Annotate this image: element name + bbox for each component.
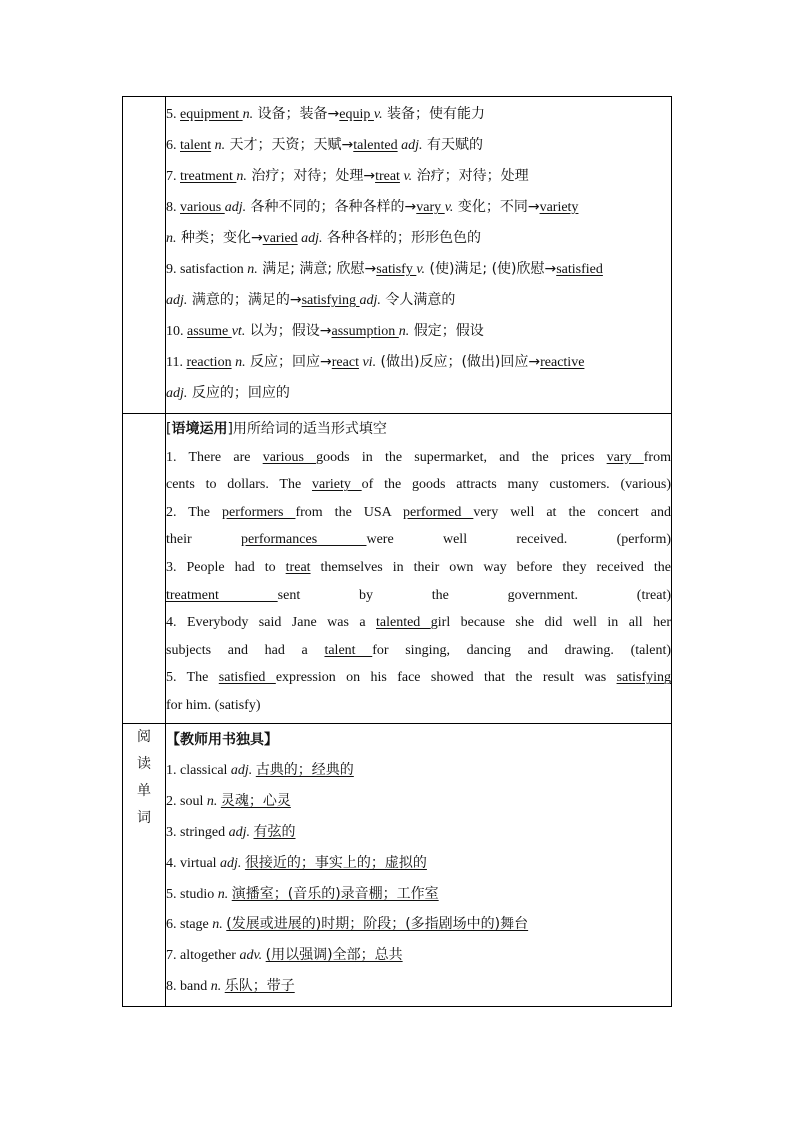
text-line xyxy=(166,582,671,610)
text-segment: 11. xyxy=(166,355,187,370)
answer-text: satisfying xyxy=(301,293,360,308)
text-segment: expression on his face showed that the result was xyxy=(275,670,617,686)
text-segment: adj. xyxy=(228,824,250,840)
text-line xyxy=(166,692,671,720)
text-segment: 1. There are xyxy=(166,449,263,465)
text-segment: 各种不同的；各种各样的→ xyxy=(246,199,417,215)
table-row xyxy=(123,414,672,724)
label-char: 读 xyxy=(137,755,151,772)
answer-text: react xyxy=(331,355,359,370)
text-segment: 设备；装备→ xyxy=(253,106,340,122)
text-segment: girl because she did well in all her xyxy=(430,615,671,631)
text-segment: adv. xyxy=(239,948,263,964)
answer-text: satisfied xyxy=(218,670,276,686)
text-segment: from the USA xyxy=(295,504,404,520)
text-segment: 10. xyxy=(166,324,187,339)
text-segment: adj. xyxy=(220,855,242,871)
answer-text: 有弦的 xyxy=(253,823,296,840)
answer-text: vary xyxy=(416,200,445,215)
text-segment: n. xyxy=(217,886,229,902)
text-segment: 5. studio xyxy=(166,886,218,902)
text-segment: 满意的；满足的→ xyxy=(187,292,302,308)
text-line xyxy=(166,99,671,130)
text-segment: adj. xyxy=(230,763,253,779)
text-segment: 有天赋的 xyxy=(422,137,483,153)
text-line xyxy=(166,161,671,192)
text-segment: 反应的；回应的 xyxy=(187,385,290,401)
text-segment: n. xyxy=(206,794,218,810)
text-segment: 种类；变化→ xyxy=(176,230,263,246)
answer-text: variety xyxy=(311,477,362,493)
text-segment: 6. xyxy=(166,138,180,153)
vocabulary-table xyxy=(122,96,672,1007)
text-segment: n. xyxy=(398,324,410,339)
text-line xyxy=(166,316,671,347)
text-segment: v. xyxy=(373,107,383,122)
text-segment: 3. stringed xyxy=(166,824,229,840)
text-line xyxy=(166,378,671,409)
answer-text: talented xyxy=(353,138,398,153)
text-segment: n. xyxy=(236,169,247,184)
context-exercise-cell xyxy=(166,414,672,724)
text-line xyxy=(166,499,671,527)
reading-words-cell xyxy=(166,723,672,1006)
text-segment: v. xyxy=(444,200,454,215)
text-segment: 5. xyxy=(166,107,180,122)
text-segment: vi. xyxy=(358,355,377,370)
text-segment: adj. xyxy=(166,293,188,308)
text-segment: sent by the government. (treat) xyxy=(277,587,671,603)
context-exercise-list xyxy=(166,414,671,723)
text-segment: n. xyxy=(166,231,177,246)
text-segment: 7. altogether xyxy=(166,948,240,964)
text-line xyxy=(166,609,671,637)
answer-text: treatment xyxy=(180,169,237,184)
text-segment: n. xyxy=(212,917,223,933)
text-segment: vt. xyxy=(231,324,246,339)
text-segment: 各种各样的；形形色色的 xyxy=(322,230,482,246)
answer-text: various xyxy=(180,200,225,215)
answer-text: (用以强调)全部；总共 xyxy=(265,947,403,964)
text-line xyxy=(166,637,671,665)
text-segment: were well received. (perform) xyxy=(366,532,671,548)
reading-words-list xyxy=(166,724,671,1006)
text-segment: 5. The xyxy=(166,670,219,686)
text-segment: 2. The xyxy=(166,504,223,520)
text-line xyxy=(166,130,671,161)
text-segment: n. xyxy=(242,107,254,122)
text-line xyxy=(166,909,671,940)
answer-text: assumption xyxy=(331,324,399,339)
text-segment: v. xyxy=(416,262,426,277)
section-label xyxy=(137,724,151,832)
text-segment: 假定；假设 xyxy=(409,323,484,339)
text-line xyxy=(166,940,671,971)
word-forms-cell xyxy=(166,97,672,414)
text-line xyxy=(166,192,671,223)
text-segment: 1. classical xyxy=(166,763,231,779)
text-segment: goods in the supermarket, and the prices xyxy=(316,449,607,465)
answer-text: (发展或进展的)时期；阶段；(多指剧场中的)舞台 xyxy=(226,916,529,933)
side-cell xyxy=(123,414,166,724)
text-segment: 变化；不同→ xyxy=(453,199,540,215)
text-segment: themselves in their own way before they received the xyxy=(310,559,671,575)
text-line xyxy=(166,755,671,786)
answer-text: assume xyxy=(187,324,232,339)
answer-text: 演播室；(音乐的)录音棚；工作室 xyxy=(231,885,439,902)
text-line xyxy=(166,554,671,582)
answer-text: treat xyxy=(285,559,311,575)
answer-text: performed xyxy=(403,504,474,520)
text-segment: 7. xyxy=(166,169,180,184)
answer-text: variety xyxy=(539,200,579,215)
text-segment: cents to dollars. The xyxy=(166,477,312,493)
text-segment: n. xyxy=(211,138,226,153)
text-segment: ]用所给词的适当形式填空 xyxy=(227,421,387,437)
answer-text: satisfied xyxy=(556,262,603,277)
text-segment: n. xyxy=(231,355,246,370)
text-line xyxy=(166,285,671,316)
answer-text: talent xyxy=(180,138,212,153)
text-line xyxy=(166,725,671,756)
answer-text: talented xyxy=(376,615,431,631)
text-segment: 治疗；对待；处理→ xyxy=(246,168,376,184)
answer-text: 灵魂；心灵 xyxy=(220,793,291,810)
text-line xyxy=(166,879,671,910)
text-segment: 令人满意的 xyxy=(380,292,456,308)
text-segment: [ xyxy=(166,421,172,437)
text-segment: 天才；天资；天赋→ xyxy=(225,137,354,153)
text-segment: subjects and had a xyxy=(166,642,325,658)
text-segment: 以为；假设→ xyxy=(245,323,332,339)
text-segment: 治疗；对待；处理 xyxy=(412,168,529,184)
answer-text: performances xyxy=(240,532,367,548)
text-line xyxy=(166,254,671,285)
text-segment: adj. xyxy=(297,231,323,246)
label-char: 阅 xyxy=(137,728,151,745)
table-row xyxy=(123,97,672,414)
answer-text: various xyxy=(262,449,317,465)
word-forms-list xyxy=(166,97,671,413)
text-line xyxy=(166,526,671,554)
table-row xyxy=(123,723,672,1006)
answer-text: 很接近的；事实上的；虚拟的 xyxy=(244,854,427,871)
text-segment: for singing, dancing and drawing. (talent) xyxy=(372,642,671,658)
text-segment: 6. stage xyxy=(166,917,213,933)
answer-text: satisfying xyxy=(616,670,671,686)
answer-text: treat xyxy=(375,169,400,184)
text-line xyxy=(166,817,671,848)
text-segment: n. xyxy=(247,262,258,277)
answer-text: varied xyxy=(262,231,298,246)
answer-text: vary xyxy=(606,449,644,465)
text-segment: 装备；使有能力 xyxy=(382,106,486,122)
text-segment: 4. virtual xyxy=(166,855,221,871)
text-segment: 4. Everybody said Jane was a xyxy=(166,615,376,631)
text-line xyxy=(166,471,671,499)
text-segment: (使)满足; (使)欣慰→ xyxy=(425,261,557,277)
text-segment: 反应；回应→ xyxy=(245,354,332,370)
text-line xyxy=(166,223,671,254)
answer-text: equipment xyxy=(180,107,243,122)
answer-text: performers xyxy=(222,504,296,520)
text-segment: from xyxy=(643,449,671,465)
text-line xyxy=(166,416,671,444)
text-segment: 8. xyxy=(166,200,180,215)
text-segment: very well at the concert and xyxy=(473,504,671,520)
text-segment: (做出)反应；(做出)回应→ xyxy=(376,354,541,370)
text-segment: 满足; 满意; 欣慰→ xyxy=(257,261,377,277)
answer-text: treatment xyxy=(166,587,278,603)
text-line xyxy=(166,848,671,879)
answer-text: satisfy xyxy=(376,262,417,277)
text-segment: adj. xyxy=(224,200,247,215)
text-segment: 语境运用 xyxy=(171,421,228,437)
text-line xyxy=(166,664,671,692)
text-line xyxy=(166,347,671,378)
label-char: 词 xyxy=(137,809,151,826)
label-char: 单 xyxy=(137,782,151,799)
text-segment: of the goods attracts many customers. (various) xyxy=(361,477,671,493)
answer-text: 乐队；带子 xyxy=(224,977,295,994)
text-segment: 8. band xyxy=(166,978,211,994)
text-segment: adj. xyxy=(359,293,381,308)
text-line xyxy=(166,971,671,1002)
answer-text: talent xyxy=(324,642,373,658)
text-segment: 【教师用书独具】 xyxy=(166,731,278,748)
text-line xyxy=(166,444,671,472)
text-segment: 2. soul xyxy=(166,794,207,810)
text-segment: n. xyxy=(210,978,222,994)
text-segment: v. xyxy=(399,169,413,184)
section-label-cell xyxy=(123,723,166,1006)
text-segment: 9. satisfaction xyxy=(166,262,248,277)
text-segment: 3. People had to xyxy=(166,559,286,575)
answer-text: reactive xyxy=(540,355,585,370)
text-segment: adj. xyxy=(397,138,423,153)
answer-text: 古典的；经典的 xyxy=(255,762,354,779)
text-segment: adj. xyxy=(166,386,188,401)
side-cell xyxy=(123,97,166,414)
answer-text: equip xyxy=(339,107,374,122)
text-segment: their xyxy=(166,532,241,548)
text-segment: for him. (satisfy) xyxy=(166,697,261,713)
text-line xyxy=(166,786,671,817)
answer-text: reaction xyxy=(186,355,232,370)
